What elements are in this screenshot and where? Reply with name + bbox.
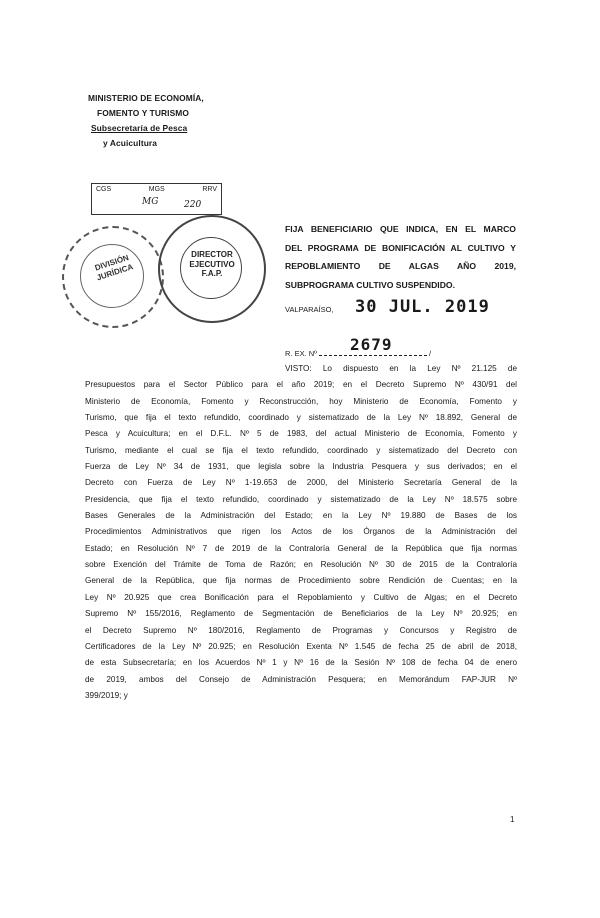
body-line: el Decreto Supremo Nº 180/2016, Reglamento de Programas y Concursos y Registro de: [85, 625, 517, 635]
body-line: Ley Nº 20.925 que crea Bonificación para el Repoblamiento y Cultivo de Algas; en el Decreto: [85, 592, 517, 602]
legal-division-stamp-text: DIVISIÓN JURÍDICA: [93, 253, 135, 283]
subject-line2: DEL PROGRAMA DE BONIFICACIÓN AL CULTIVO Y: [285, 242, 516, 253]
body-line: de esta Subsecretaría; en los Acuerdos Nº 1 y Nº 16 de la Sesión Nº 108 de fecha 04 de enero: [85, 658, 517, 668]
ministry-line2: FOMENTO Y TURISMO: [97, 108, 189, 118]
body-line: Procedimientos Administrativos que rigen los Actos de los Órganos de la Administración del: [85, 527, 517, 537]
body-line: sobre Exención del Trámite de Toma de Razón; en Resolución Nº 30 de 2015 de la Contraloría: [85, 560, 517, 570]
body-line: Ministerio de Economía, Fomento y Reconstrucción, hoy Ministerio de Economía, Fomento y: [85, 396, 517, 406]
body-line: Presidencia, que fija el texto refundido, coordinado y sistematizado de la Ley Nº 18.575 sobre: [85, 494, 517, 504]
body-line: Estado; en Resolución Nº 7 de 2019 de la Contraloría General de la República que fija normas: [85, 543, 517, 553]
body-line: Fuerza de Ley Nº 34 de 1931, que legisla sobre la Industria Pesquera y sus derivados; en el: [85, 462, 517, 472]
executive-director-stamp-text: DIRECTOR EJECUTIVO F.A.P.: [189, 250, 235, 278]
routing-box: [91, 183, 222, 215]
body-line: Presupuestos para el Sector Público para el año 2019; en el Decreto Supremo Nº 430/91 del: [85, 380, 517, 390]
routing-col1: CGS: [96, 186, 112, 193]
routing-number: 220: [184, 200, 202, 210]
ministry-line4: y Acuicultura: [103, 138, 158, 148]
body-line: de 2019, ambos del Consejo de Administración Pesquera; en Memorándum FAP-JUR Nº: [85, 674, 517, 684]
body-line: Certificadores de la Ley Nº 20.925; en Resolución Exenta Nº 1.545 de fecha 25 de abril de 2018,: [85, 641, 517, 651]
ministry-line3: Subsecretaría de Pesca: [91, 123, 188, 133]
place: VALPARAÍSO,: [285, 305, 334, 314]
subject-line3: REPOBLAMIENTO DE ALGAS AÑO 2019,: [285, 261, 516, 271]
body-line: General de la República, que fija normas de Procedimiento sobre Rendición de Cuentas; en la: [85, 576, 517, 586]
routing-col3: RRV: [202, 186, 217, 193]
body-line: Decreto con Fuerza de Ley Nº 1-19.653 de 2000, del Ministerio Secretaría General de la: [85, 478, 517, 488]
executive-director-stamp: [158, 215, 266, 323]
body-line: Pesca y Acuicultura; en el D.F.L. Nº 5 de 1983, del actual Ministerio de Economía, Fomento y: [85, 429, 517, 439]
visto-paragraph: [85, 361, 517, 704]
body-line: Supremo Nº 155/2016, Reglamento de Segmentación de Beneficiarios de la Ley Nº 20.925; en: [85, 609, 517, 619]
routing-sign: MG: [142, 197, 159, 207]
resolution-label-line: [285, 349, 431, 358]
subject-line1: FIJA BENEFICIARIO QUE INDICA, EN EL MARCO: [285, 224, 516, 234]
resolution-label: R. EX. Nº: [285, 349, 317, 358]
ministry-line1: MINISTERIO DE ECONOMÍA,: [88, 93, 204, 103]
body-line: 399/2019; y: [85, 690, 128, 700]
body-line: Turismo, que fija el texto refundido, coordinado y sistematizado de la Ley Nº 18.892, General de: [85, 413, 517, 423]
routing-col2: MGS: [148, 186, 165, 193]
ministry-header: [88, 91, 238, 151]
subject-line4: SUBPROGRAMA CULTIVO SUSPENDIDO.: [285, 279, 455, 290]
body-line: Bases Generales de la Administración del Estado; en la Ley Nº 19.880 de Bases de los: [85, 511, 517, 521]
body-line: Turismo, mediante el cual se fija el texto refundido, coordinado y sistematizado del Decreto con: [85, 445, 517, 455]
legal-division-stamp: [62, 226, 164, 328]
body-line: VISTO: Lo dispuesto en la Ley Nº 21.125 de: [285, 364, 517, 373]
date-stamp: 30 JUL. 2019: [355, 297, 490, 317]
page-number: 1: [510, 815, 515, 824]
resolution-subject: [285, 220, 516, 294]
resolution-number: 2679: [350, 335, 393, 354]
resolution-suffix: /: [429, 349, 432, 358]
